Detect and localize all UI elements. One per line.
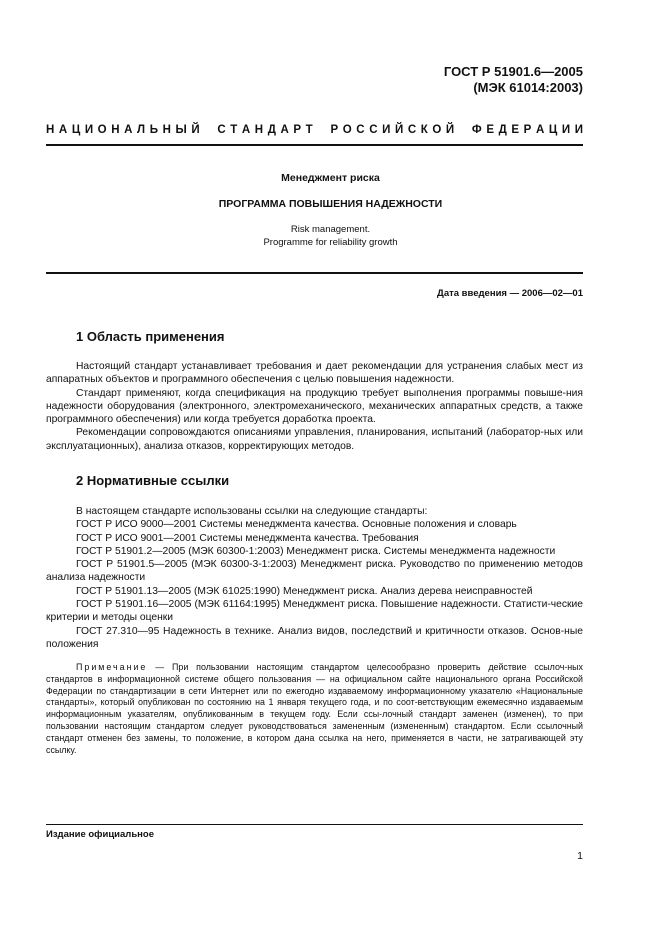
- section-body: [46, 360, 583, 453]
- english-title-line: Risk management.: [290, 224, 371, 235]
- standard-code: ГОСТ Р 51901.6—2005: [443, 64, 583, 79]
- standard-designation: [444, 64, 583, 96]
- iec-equivalent-code: (МЭК 61014:2003): [473, 80, 583, 95]
- document-subject: Менеджмент риска: [281, 172, 380, 184]
- reference-item: ГОСТ 27.310—95 Надежность в технике. Анализ видов, последствий и критичности отказов. Основ-ные положения: [46, 625, 583, 650]
- note: [46, 662, 583, 756]
- national-standard-banner: [46, 124, 583, 136]
- page-number: 1: [577, 850, 583, 862]
- note-text: — При пользовании настоящим стандартом целесообразно проверить действие ссылоч-ных стандартов в информационной системе общего пользования — на официальном сайте национального органа Российской Федерации по стандартизации в сети Интернет или по ежегодно издаваемому информационному указателю «Национальные стандарты», который опубликован по состоянию на 1 января текущего года, и по соот-ветствующим ежемесячно издаваемым информационным указателям, опубликованным в текущем году. Если ссы-лочный стандарт заменен (изменен), то при пользовании настоящим стандартом следует руководствоваться замененным (измененным) стандартом. Если ссылочный стандарт отменен без замены, то положение, в котором дана ссылка на него, применяется в части, не затрагивающей эту ссылку.: [46, 662, 583, 755]
- banner-word: Р О С С И Й С К О Й: [330, 124, 455, 136]
- references-list: [46, 505, 583, 651]
- reference-item: ГОСТ Р 51901.5—2005 (МЭК 60300-3-1:2003) Менеджмент риска. Руководство по применению методов анализа надежности: [46, 559, 583, 584]
- footer-divider: [46, 824, 583, 825]
- reference-item: ГОСТ Р 51901.2—2005 (МЭК 60300-1:2003) Менеджмент риска. Системы менеджмента надежности: [76, 545, 556, 557]
- english-title-line: Programme for reliability growth: [263, 236, 398, 248]
- reference-item: ГОСТ Р ИСО 9001—2001 Системы менеджмента качества. Требования: [76, 532, 419, 544]
- section-heading: 1 Область применения: [76, 329, 225, 344]
- references-intro: В настоящем стандарте использованы ссылки на следующие стандарты:: [76, 506, 428, 517]
- paragraph: Настоящий стандарт устанавливает требования и дает рекомендации для устранения слабых мест из аппаратных объектов и программного обеспечения с целью повышения надежности.: [46, 361, 583, 386]
- section-heading: 2 Нормативные ссылки: [76, 473, 230, 488]
- paragraph: Рекомендации сопровождаются описаниями управления, планирования, испытаний (лаборатор-ных или эксплуатационных), анализа отказов, корректирующих методов.: [46, 427, 583, 452]
- note-label: Примечание: [76, 662, 148, 672]
- banner-divider: [46, 144, 583, 146]
- english-title: [0, 224, 661, 249]
- official-edition-label: Издание официальное: [46, 829, 154, 840]
- banner-word: С Т А Н Д А Р Т: [217, 124, 313, 136]
- title-divider: [46, 272, 583, 274]
- introduction-date: Дата введения — 2006—02—01: [437, 288, 583, 299]
- banner-word: Н А Ц И О Н А Л Ь Н Ы Й: [46, 124, 200, 136]
- reference-item: ГОСТ Р 51901.13—2005 (МЭК 61025:1990) Менеджмент риска. Анализ дерева неисправностей: [76, 585, 533, 597]
- banner-word: Ф Е Д Е Р А Ц И И: [471, 124, 583, 136]
- document-title: ПРОГРАММА ПОВЫШЕНИЯ НАДЕЖНОСТИ: [218, 198, 443, 210]
- paragraph: Стандарт применяют, когда спецификация на продукцию требует выполнения программы повыше-ния надежности оборудования (электронного, электромеханического, механических аппаратных средств, а также программного обеспечения) или когда требуется доработка проекта.: [46, 387, 583, 426]
- reference-item: ГОСТ Р 51901.16—2005 (МЭК 61164:1995) Менеджмент риска. Повышение надежности. Статисти-ческие критерии и методы оценки: [46, 599, 583, 624]
- reference-item: ГОСТ Р ИСО 9000—2001 Системы менеджмента качества. Основные положения и словарь: [76, 519, 517, 531]
